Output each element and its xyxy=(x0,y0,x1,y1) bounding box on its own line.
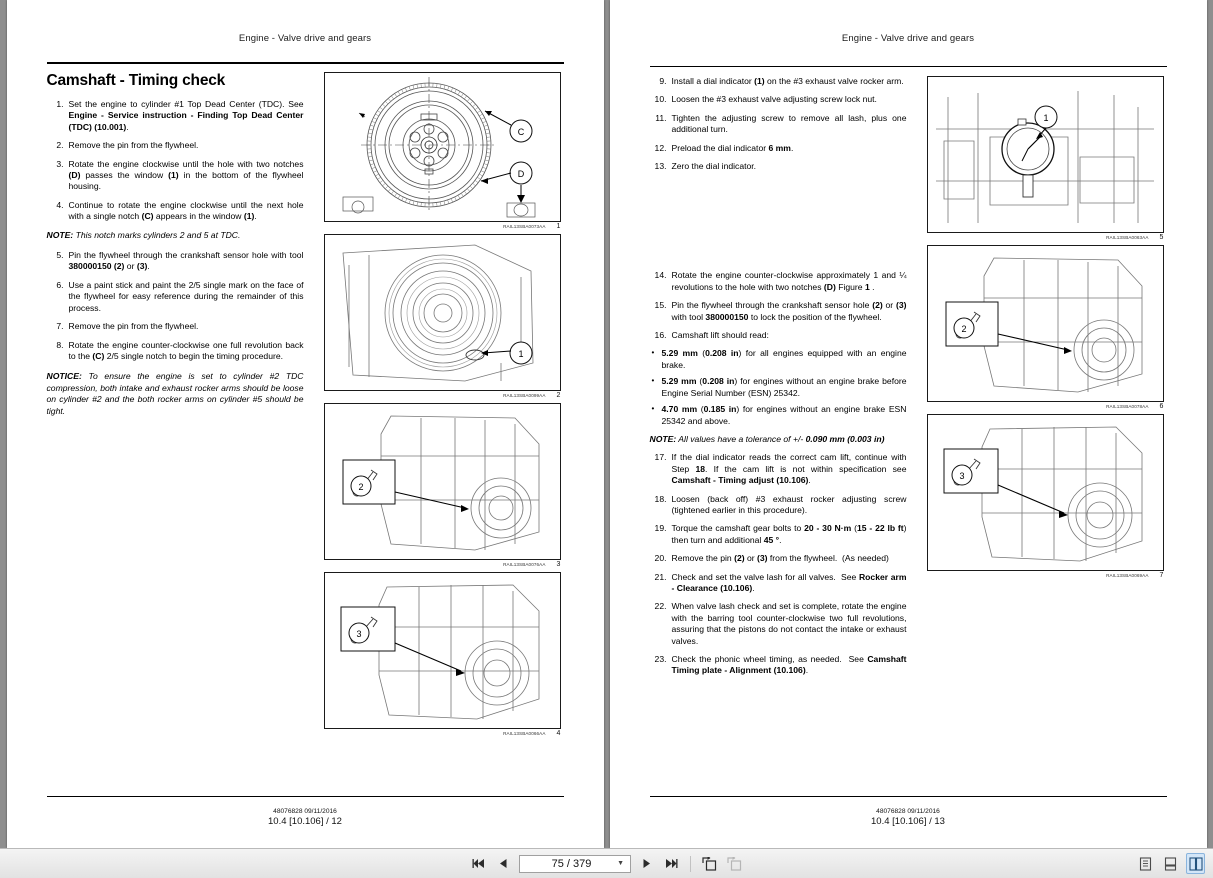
go-forward-view-icon[interactable] xyxy=(725,853,744,874)
page-number-value: 75 / 379 xyxy=(551,857,592,870)
previous-page-icon[interactable] xyxy=(494,853,513,874)
step-list-2 xyxy=(47,250,304,362)
step-list-9-13 xyxy=(650,76,907,172)
step-item: 4. Continue to rotate the engine clockwise until the next hole with a single notch (C) appears in the window (1). xyxy=(47,200,304,223)
step-number: 17. xyxy=(654,452,667,463)
figure-7-code: RAIL13SBA0069AA xyxy=(1106,573,1149,578)
figure-4[interactable] xyxy=(324,572,561,737)
footer-rule-left xyxy=(47,796,564,797)
step-item: 19. Torque the camshaft gear bolts to 20 - 30 N·m (15 - 22 lb ft) then turn and additional 45 °. xyxy=(650,523,907,546)
step-item: 13. Zero the dial indicator. xyxy=(650,161,907,172)
figure-column-right xyxy=(927,76,1164,583)
bullet-item: • 5.29 mm (0.208 in) for all engines equipped with an engine brake. xyxy=(650,348,907,371)
figure-4-number: 4 xyxy=(556,730,561,737)
figure-5-caption xyxy=(927,233,1164,241)
first-page-icon[interactable] xyxy=(469,853,488,874)
step-number: 4. xyxy=(56,199,64,210)
step-number: 8. xyxy=(56,339,64,350)
figure-6-caption xyxy=(927,402,1164,410)
svg-text:3: 3 xyxy=(958,471,965,481)
step-number: 3. xyxy=(56,158,64,169)
note-tolerance: NOTE: All values have a tolerance of +/- 0.090 mm (0.003 in) xyxy=(649,433,885,444)
step-number: 14. xyxy=(654,270,667,281)
step-item: 5. Pin the flywheel through the crankshaft sensor hole with tool 380000150 (2) or (3). xyxy=(47,250,304,273)
figure-4-image[interactable] xyxy=(324,572,561,729)
step-item: 2. Remove the pin from the flywheel. xyxy=(47,140,304,151)
page-number-input[interactable] xyxy=(519,855,631,873)
step-number: 19. xyxy=(654,523,667,534)
figure-2-image[interactable] xyxy=(324,234,561,391)
chevron-down-icon[interactable]: ▼ xyxy=(617,860,624,867)
step-number: 7. xyxy=(56,321,64,332)
two-page-view-icon[interactable] xyxy=(1186,853,1205,874)
step-number: 21. xyxy=(654,571,667,582)
text-column-right xyxy=(650,76,907,684)
step-item: 10. Loosen the #3 exhaust valve adjusting screw lock nut. xyxy=(650,94,907,105)
step-item: 1. Set the engine to cylinder #1 Top Dead Center (TDC). See Engine - Service instruction - Finding Top Dead Center (TDC) (10.001). xyxy=(47,99,304,133)
step-number: 5. xyxy=(56,250,64,261)
text-column-left xyxy=(47,72,304,424)
footer-rule-right xyxy=(650,796,1167,797)
svg-text:3: 3 xyxy=(355,629,362,639)
figure-5-image[interactable] xyxy=(927,76,1164,233)
figure-6-image[interactable] xyxy=(927,245,1164,402)
bullet-item: • 4.70 mm (0.185 in) for engines without an engine brake ESN 25342 and above. xyxy=(650,404,907,427)
page-title: Camshaft - Timing check xyxy=(46,72,226,89)
figure-2-code: RAIL13SBA0099AA xyxy=(503,393,546,398)
step-item: 11. Tighten the adjusting screw to remove all lash, plus one additional turn. xyxy=(650,113,907,136)
figure-7-number: 7 xyxy=(1159,572,1164,579)
figure-3-image[interactable] xyxy=(324,403,561,560)
step-item: 12. Preload the dial indicator 6 mm. xyxy=(650,143,907,154)
toolbar-view-mode-group xyxy=(1136,853,1205,874)
svg-text:2: 2 xyxy=(357,482,364,492)
figure-1-image[interactable] xyxy=(324,72,561,222)
note-block-1: NOTE: This notch marks cylinders 2 and 5 at TDC. xyxy=(46,229,241,240)
step-item: 21. Check and set the valve lash for all valves. See Rocker arm - Clearance (10.106). xyxy=(650,572,907,595)
figure-7-image[interactable] xyxy=(927,414,1164,571)
notice-block: NOTICE: To ensure the engine is set to cylinder #2 TDC compression, both intake and exhaust rocker arms should be loose on cylinder #2 and the both rocker arms on cylinder #5 should be tight. xyxy=(46,371,304,416)
step-item: 7. Remove the pin from the flywheel. xyxy=(47,321,304,332)
page-left[interactable] xyxy=(7,0,604,848)
toolbar-divider-1 xyxy=(690,856,691,872)
figure-5-number: 5 xyxy=(1159,234,1164,241)
step-item: 8. Rotate the engine counter-clockwise one full revolution back to the (C) 2/5 single notch to begin the timing procedure. xyxy=(47,340,304,363)
header-rule-left xyxy=(47,62,564,64)
step-number: 11. xyxy=(655,112,667,123)
svg-text:C: C xyxy=(517,127,524,137)
figure-1-code: RAIL13SBA0073AA xyxy=(503,224,546,229)
figure-3-caption xyxy=(324,560,561,568)
step-item: 14. Rotate the engine counter-clockwise approximately 1 and ¼ revolutions to the hole with two notches (D) Figure 1 . xyxy=(650,270,907,293)
step-item: 16. Camshaft lift should read: xyxy=(650,330,907,341)
step-list-14-16 xyxy=(650,270,907,341)
step-item: 23. Check the phonic wheel timing, as needed. See Camshaft Timing plate - Alignment (10.106). xyxy=(650,654,907,677)
figure-4-caption xyxy=(324,729,561,737)
step-item: 9. Install a dial indicator (1) on the #3 exhaust valve rocker arm. xyxy=(650,76,907,87)
step-number: 16. xyxy=(654,330,667,341)
running-head-left: Engine - Valve drive and gears xyxy=(238,33,372,44)
viewer-toolbar[interactable] xyxy=(0,848,1213,878)
figure-6[interactable] xyxy=(927,245,1164,410)
step-list-17-23 xyxy=(650,452,907,677)
single-page-view-icon[interactable] xyxy=(1136,853,1155,874)
figure-6-code: RAIL13SBA0078AA xyxy=(1106,404,1149,409)
step-item: 18. Loosen (back off) #3 exhaust rocker adjusting screw (tightened earlier in this procedure). xyxy=(650,494,907,517)
step-number: 18. xyxy=(654,493,667,504)
svg-text:1: 1 xyxy=(517,349,524,359)
step-number: 12. xyxy=(654,142,667,153)
footer-right xyxy=(610,807,1207,828)
page-right[interactable] xyxy=(610,0,1207,848)
svg-text:D: D xyxy=(517,169,524,179)
step-number: 9. xyxy=(659,76,667,86)
svg-text:2: 2 xyxy=(960,324,967,334)
figure-5-code: RAIL13SBA0063AA xyxy=(1106,235,1149,240)
step-number: 6. xyxy=(56,279,64,290)
figure-2[interactable] xyxy=(324,234,561,399)
toolbar-navigation-group xyxy=(0,853,1213,874)
footer-page-ref-right: 10.4 [10.106] / 13 xyxy=(871,816,945,827)
figure-1-number: 1 xyxy=(556,223,561,230)
figure-1-caption xyxy=(324,222,561,230)
step-item: 17. If the dial indicator reads the correct cam lift, continue with Step 18. If the cam lift is not within specification see Camshaft - Timing adjust (10.106). xyxy=(650,452,907,486)
figure-7-caption xyxy=(927,571,1164,579)
step-number: 10. xyxy=(654,94,667,105)
figure-5[interactable] xyxy=(927,76,1164,241)
figure-4-code: RAIL13SBA0066AA xyxy=(503,731,546,736)
step-item: 22. When valve lash check and set is complete, rotate the engine with the barring tool counter-clockwise two full revolutions, assuring that the pistons do not contact the intake or exhaust valves. xyxy=(650,601,907,647)
figure-3-number: 3 xyxy=(556,561,561,568)
running-head-right: Engine - Valve drive and gears xyxy=(841,33,975,44)
last-page-icon[interactable] xyxy=(662,853,681,874)
step-number: 2. xyxy=(56,140,64,151)
figure-1[interactable] xyxy=(324,72,561,230)
svg-text:1: 1 xyxy=(1042,113,1049,123)
step-list-1 xyxy=(47,99,304,223)
step-number: 20. xyxy=(654,553,667,564)
step-number: 22. xyxy=(654,601,667,612)
footer-doc-id-left: 48076828 09/11/2016 xyxy=(273,808,337,815)
figure-2-number: 2 xyxy=(556,392,561,399)
continuous-view-icon[interactable] xyxy=(1161,853,1180,874)
figure-7[interactable] xyxy=(927,414,1164,579)
footer-left xyxy=(7,807,604,828)
step-item: 15. Pin the flywheel through the crankshaft sensor hole (2) or (3) with tool 380000150 to lock the position of the flywheel. xyxy=(650,300,907,323)
figure-3[interactable] xyxy=(324,403,561,568)
step-number: 1. xyxy=(56,99,64,109)
footer-page-ref-left: 10.4 [10.106] / 12 xyxy=(268,816,342,827)
figure-column-left xyxy=(324,72,561,741)
next-page-icon[interactable] xyxy=(637,853,656,874)
header-rule-right xyxy=(650,66,1167,67)
step-item: 20. Remove the pin (2) or (3) from the flywheel. (As needed) xyxy=(650,553,907,564)
go-back-view-icon[interactable] xyxy=(700,853,719,874)
step-item: 6. Use a paint stick and paint the 2/5 single mark on the face of the flywheel for easy reference during the remainder of this process. xyxy=(47,280,304,314)
figure-3-code: RAIL13SBA0076AA xyxy=(503,562,546,567)
step-number: 15. xyxy=(654,300,667,311)
figure-6-number: 6 xyxy=(1159,403,1164,410)
step-number: 13. xyxy=(654,161,667,172)
step-item: 3. Rotate the engine clockwise until the hole with two notches (D) passes the window (1) in the bottom of the flywheel housing. xyxy=(47,159,304,193)
camshaft-lift-bullets xyxy=(650,348,907,426)
step-number: 23. xyxy=(654,654,667,664)
bullet-item: • 5.29 mm (0.208 in) for engines without an engine brake before Engine Serial Number (ESN) 25342. xyxy=(650,376,907,399)
footer-doc-id-right: 48076828 09/11/2016 xyxy=(876,808,940,815)
figure-2-caption xyxy=(324,391,561,399)
